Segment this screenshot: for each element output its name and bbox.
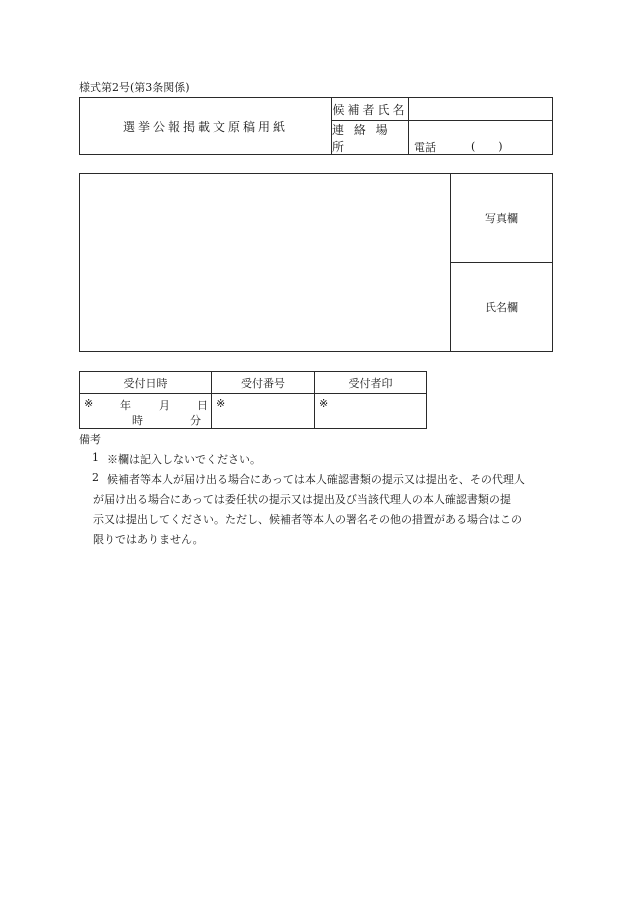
phone-label: 電話 [414, 141, 436, 154]
phone-area-code-parens: ( ) [471, 140, 509, 153]
reception-number-header: 受付番号 [211, 371, 315, 394]
photo-label: 写真欄 [485, 212, 518, 225]
candidate-name-field[interactable] [408, 97, 553, 121]
form-number: 様式第2号(第3条関係) [79, 81, 190, 94]
name-field[interactable] [450, 262, 553, 352]
receiver-seal-cell [314, 393, 427, 429]
note-2-line-3: 示又は提出してください。ただし、候補者等本人の署名その他の措置がある場合はこの [93, 513, 522, 526]
receiver-seal-mark: ※ [319, 397, 329, 410]
reception-datetime-header: 受付日時 [79, 371, 212, 394]
photo-field[interactable] [450, 173, 553, 263]
notes-heading: 備考 [79, 433, 101, 446]
reception-number-mark: ※ [216, 397, 226, 410]
note-2-line-4: 限りではありません。 [93, 533, 204, 546]
reception-datetime-cell [79, 393, 212, 429]
note-2-line-2: が届け出る場合にあっては委任状の提示又は提出及び当該代理人の本人確認書類の提 [93, 493, 511, 506]
manuscript-area[interactable] [79, 173, 451, 352]
reception-datetime-mark: ※ [84, 397, 94, 410]
receiver-seal-header: 受付者印 [314, 371, 427, 394]
candidate-name-label: 候補者氏名 [331, 97, 409, 121]
month-label: 月 [159, 399, 170, 412]
note-2-line-1: 候補者等本人が届け出る場合にあっては本人確認書類の提示又は提出を、その代理人 [107, 473, 525, 486]
reception-number-cell [211, 393, 315, 429]
day-label: 日 [197, 399, 208, 412]
minute-label: 分 [190, 414, 201, 427]
contact-label: 連 絡 場 所 [331, 120, 409, 155]
note-1-number: 1 [92, 451, 99, 464]
contact-field[interactable] [408, 120, 553, 155]
hour-label: 時 [132, 414, 143, 427]
document-title: 選挙公報掲載文原稿用紙 [79, 97, 332, 155]
name-label: 氏名欄 [485, 301, 518, 314]
note-1-line-1: ※欄は記入しないでください。 [107, 453, 261, 466]
year-label: 年 [120, 399, 131, 412]
note-2-number: 2 [92, 471, 99, 484]
